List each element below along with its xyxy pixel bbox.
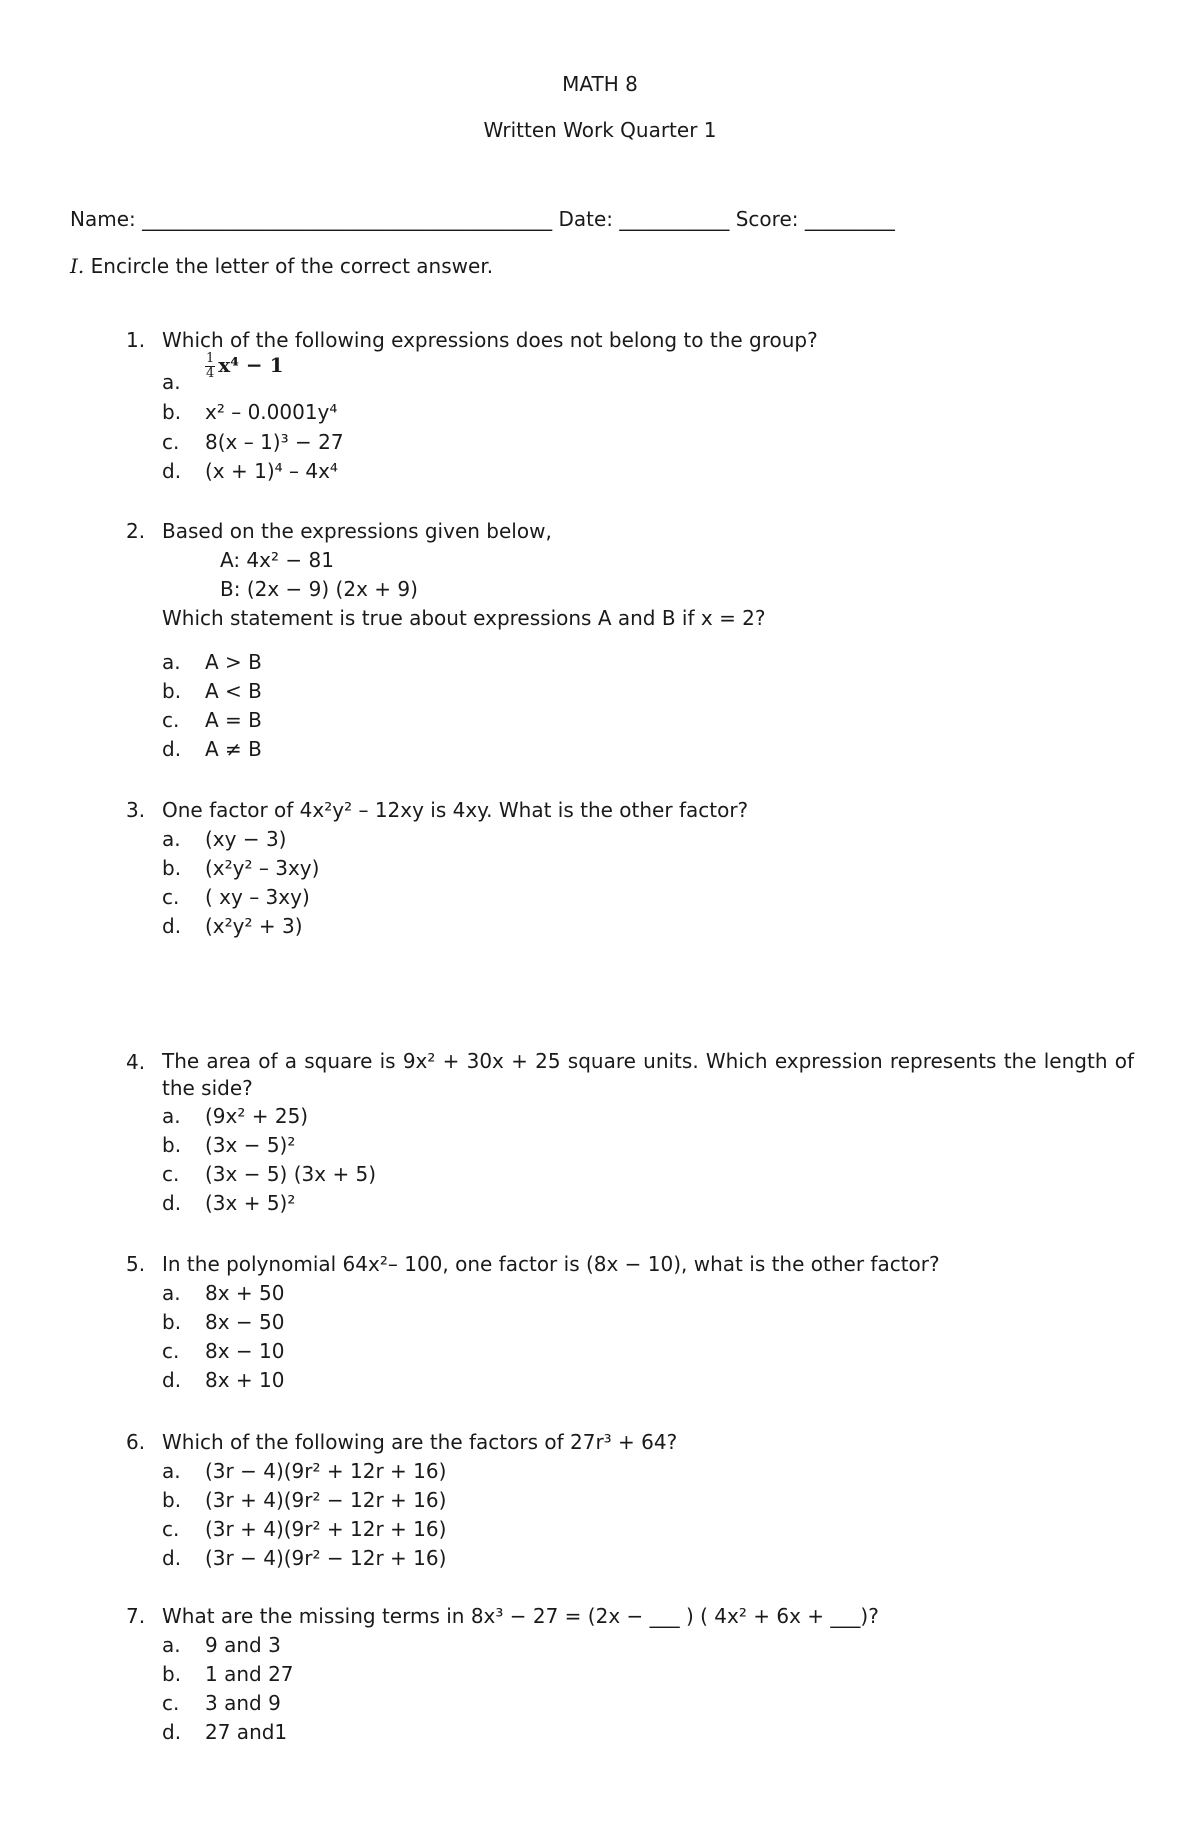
- q5-text: In the polynomial 64x²– 100, one factor is (8x − 10), what is the other factor?: [162, 1252, 940, 1276]
- q1-number: 1.: [126, 328, 146, 352]
- q7-option-c-letter[interactable]: c.: [162, 1691, 180, 1715]
- q4-option-d-letter[interactable]: d.: [162, 1191, 182, 1215]
- q7-text: What are the missing terms in 8x³ − 27 = (2x − ___ ) ( 4x² + 6x + ___)?: [162, 1604, 879, 1628]
- q2-expression-a: A: 4x² − 81: [220, 548, 334, 572]
- score-field[interactable]: _________: [804, 207, 895, 231]
- q6-option-c-letter[interactable]: c.: [162, 1517, 180, 1541]
- q4-text: The area of a square is 9x² + 30x + 25 square units. Which expression represents the length of the side?: [162, 1049, 1134, 1100]
- q5-option-c[interactable]: 8x − 10: [205, 1339, 285, 1363]
- q3-option-b-letter[interactable]: b.: [162, 856, 182, 880]
- q2-option-d[interactable]: A ≠ B: [205, 737, 262, 761]
- q7-option-c[interactable]: 3 and 9: [205, 1691, 281, 1715]
- q3-text: One factor of 4x²y² – 12xy is 4xy. What is the other factor?: [162, 798, 749, 822]
- q5-option-a[interactable]: 8x + 50: [205, 1281, 285, 1305]
- q4-option-d[interactable]: (3x + 5)²: [205, 1191, 296, 1215]
- q7-option-b[interactable]: 1 and 27: [205, 1662, 294, 1686]
- q6-number: 6.: [126, 1430, 146, 1454]
- q6-option-c[interactable]: (3r + 4)(9r² + 12r + 16): [205, 1517, 447, 1541]
- q3-option-d[interactable]: (x²y² + 3): [205, 914, 303, 938]
- q2-text: Based on the expressions given below,: [162, 519, 552, 543]
- q3-option-a[interactable]: (xy − 3): [205, 827, 287, 851]
- q5-option-c-letter[interactable]: c.: [162, 1339, 180, 1363]
- q6-option-a[interactable]: (3r − 4)(9r² + 12r + 16): [205, 1459, 447, 1483]
- q2-number: 2.: [126, 519, 146, 543]
- name-field[interactable]: _________________________________________: [142, 207, 553, 231]
- q6-option-b[interactable]: (3r + 4)(9r² − 12r + 16): [205, 1488, 447, 1512]
- q6-option-d[interactable]: (3r − 4)(9r² − 12r + 16): [205, 1546, 447, 1570]
- q1-option-b-letter[interactable]: b.: [162, 400, 182, 424]
- instruction-roman: I.: [70, 254, 85, 278]
- q5-option-d-letter[interactable]: d.: [162, 1368, 182, 1392]
- instruction: [70, 254, 493, 278]
- q1-option-c[interactable]: 8(x – 1)³ − 27: [205, 430, 344, 454]
- q6-text: Which of the following are the factors of 27r³ + 64?: [162, 1430, 678, 1454]
- q7-option-b-letter[interactable]: b.: [162, 1662, 182, 1686]
- q7-number: 7.: [126, 1604, 146, 1628]
- q3-option-d-letter[interactable]: d.: [162, 914, 182, 938]
- q3-option-b[interactable]: (x²y² – 3xy): [205, 856, 320, 880]
- q4-option-a-letter[interactable]: a.: [162, 1104, 181, 1128]
- fraction: [205, 352, 215, 381]
- q1-option-d-letter[interactable]: d.: [162, 459, 182, 483]
- q2-option-b[interactable]: A < B: [205, 679, 262, 703]
- q5-option-a-letter[interactable]: a.: [162, 1281, 181, 1305]
- q6-option-d-letter[interactable]: d.: [162, 1546, 182, 1570]
- q7-option-d[interactable]: 27 and1: [205, 1720, 288, 1744]
- q2-option-c-letter[interactable]: c.: [162, 708, 180, 732]
- q7-option-a[interactable]: 9 and 3: [205, 1633, 281, 1657]
- q5-option-d[interactable]: 8x + 10: [205, 1368, 285, 1392]
- q1-option-a[interactable]: [205, 352, 284, 381]
- q7-option-a-letter[interactable]: a.: [162, 1633, 181, 1657]
- q2-option-c[interactable]: A = B: [205, 708, 262, 732]
- instruction-text: Encircle the letter of the correct answer.: [90, 254, 494, 278]
- q2-option-b-letter[interactable]: b.: [162, 679, 182, 703]
- q3-option-c-letter[interactable]: c.: [162, 885, 180, 909]
- q2-option-a-letter[interactable]: a.: [162, 650, 181, 674]
- q3-number: 3.: [126, 798, 146, 822]
- q6-option-a-letter[interactable]: a.: [162, 1459, 181, 1483]
- q5-option-b[interactable]: 8x − 50: [205, 1310, 285, 1334]
- page-title: Written Work Quarter 1: [483, 118, 717, 142]
- q4-option-a[interactable]: (9x² + 25): [205, 1104, 309, 1128]
- q6-option-b-letter[interactable]: b.: [162, 1488, 182, 1512]
- fields-row: [70, 207, 895, 231]
- q2-option-a[interactable]: A > B: [205, 650, 262, 674]
- q1-option-d[interactable]: (x + 1)⁴ – 4x⁴: [205, 459, 338, 483]
- q1-option-b[interactable]: x² – 0.0001y⁴: [205, 400, 338, 424]
- name-label: Name:: [70, 207, 136, 231]
- fraction-denominator: 4: [206, 366, 215, 381]
- date-label: Date:: [558, 207, 614, 231]
- q1-option-a-letter[interactable]: a.: [162, 370, 181, 394]
- subject-title: MATH 8: [562, 72, 638, 96]
- q1-text: Which of the following expressions does not belong to the group?: [162, 328, 818, 352]
- date-field[interactable]: ___________: [619, 207, 730, 231]
- q2-text-2: Which statement is true about expressions A and B if x = 2?: [162, 606, 766, 630]
- q1-option-c-letter[interactable]: c.: [162, 430, 180, 454]
- score-label: Score:: [735, 207, 799, 231]
- q3-option-c[interactable]: ( xy – 3xy): [205, 885, 310, 909]
- q3-option-a-letter[interactable]: a.: [162, 827, 181, 851]
- q2-expression-b: B: (2x − 9) (2x + 9): [220, 577, 418, 601]
- q7-option-d-letter[interactable]: d.: [162, 1720, 182, 1744]
- fraction-numerator: 1: [206, 351, 215, 366]
- q5-number: 5.: [126, 1252, 146, 1276]
- q4-option-c[interactable]: (3x − 5) (3x + 5): [205, 1162, 377, 1186]
- q4-option-b-letter[interactable]: b.: [162, 1133, 182, 1157]
- q4-number: 4.: [126, 1050, 146, 1074]
- q4-option-c-letter[interactable]: c.: [162, 1162, 180, 1186]
- q1-option-a-expression: x⁴ − 1: [218, 353, 284, 377]
- q2-option-d-letter[interactable]: d.: [162, 737, 182, 761]
- q4-option-b[interactable]: (3x − 5)²: [205, 1133, 296, 1157]
- q5-option-b-letter[interactable]: b.: [162, 1310, 182, 1334]
